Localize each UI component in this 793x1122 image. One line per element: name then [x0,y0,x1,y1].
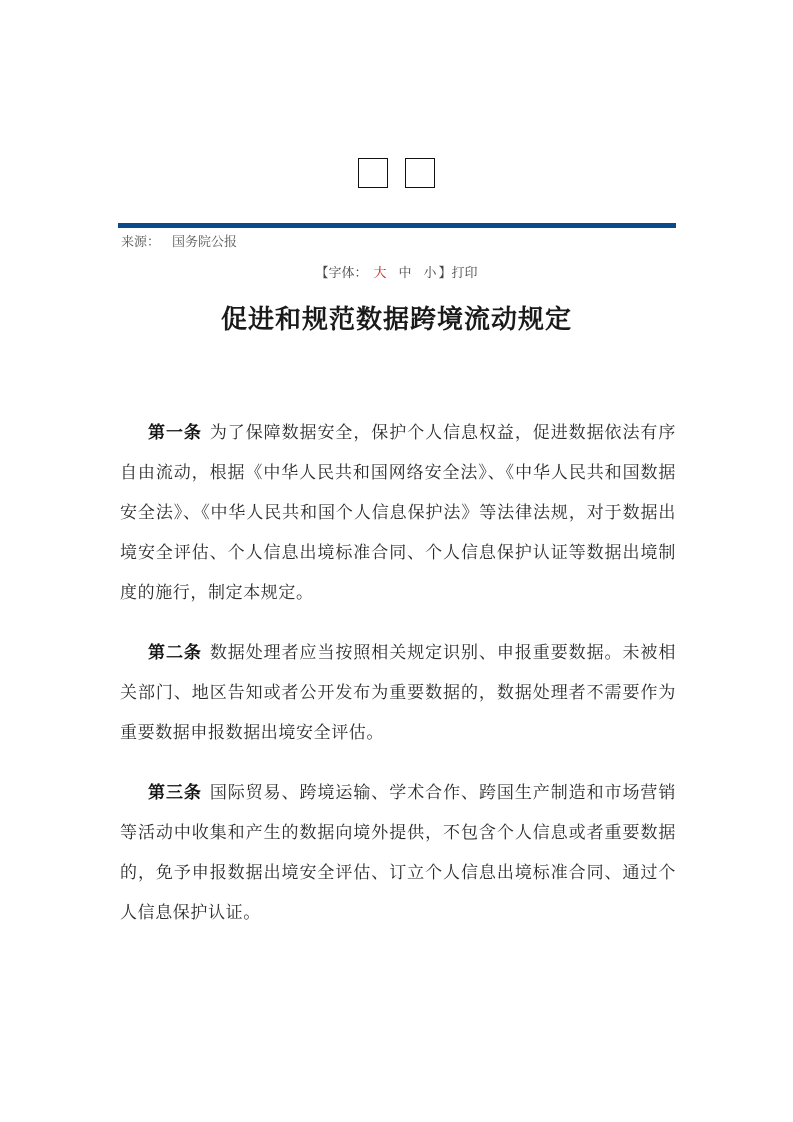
article-3 [120,773,676,933]
source-line [121,231,237,250]
header-divider [118,223,676,228]
article-text: 数据处理者应当按照相关规定识别、申报重要数据。未被相关部门、地区告知或者公开发布为重要数据的，数据处理者不需要作为重要数据申报数据出境安全评估。 [120,643,676,743]
page-title: 促进和规范数据跨境流动规定 [220,305,572,335]
article-list [120,413,676,953]
article-label: 第二条 [148,643,202,663]
article-text: 国际贸易、跨境运输、学术合作、跨国生产制造和市场营销等活动中收集和产生的数据向境外提供，不包含个人信息或者重要数据的，免予申报数据出境安全评估、订立个人信息出境标准合同、通过个人信息保护认证。 [120,783,676,923]
article-2 [120,633,676,753]
missing-glyph-box [358,158,388,188]
font-size-control [0,262,793,281]
article-text: 为了保障数据安全，保护个人信息权益，促进数据依法有序自由流动，根据《中华人民共和国网络安全法》、《中华人民共和国数据安全法》、《中华人民共和国个人信息保护法》等法律法规，对于数据出境安全评估、个人信息出境标准合同、个人信息保护认证等数据出境制度的施行，制定本规定。 [120,423,676,603]
font-size-large-link[interactable]: 大 [373,266,387,281]
font-control-prefix: 【字体： [315,266,368,281]
missing-glyph-box [405,158,435,188]
font-control-suffix: 】 [438,266,452,281]
font-size-medium-link[interactable]: 中 [398,266,412,281]
article-1 [120,413,676,613]
header-logo-placeholder [0,158,793,188]
article-label: 第一条 [148,423,202,443]
article-label: 第三条 [148,783,202,803]
font-size-small-link[interactable]: 小 [423,266,437,281]
source-value: 国务院公报 [172,235,238,250]
source-label: 来源： [121,235,161,250]
print-link[interactable]: 打印 [451,266,478,281]
